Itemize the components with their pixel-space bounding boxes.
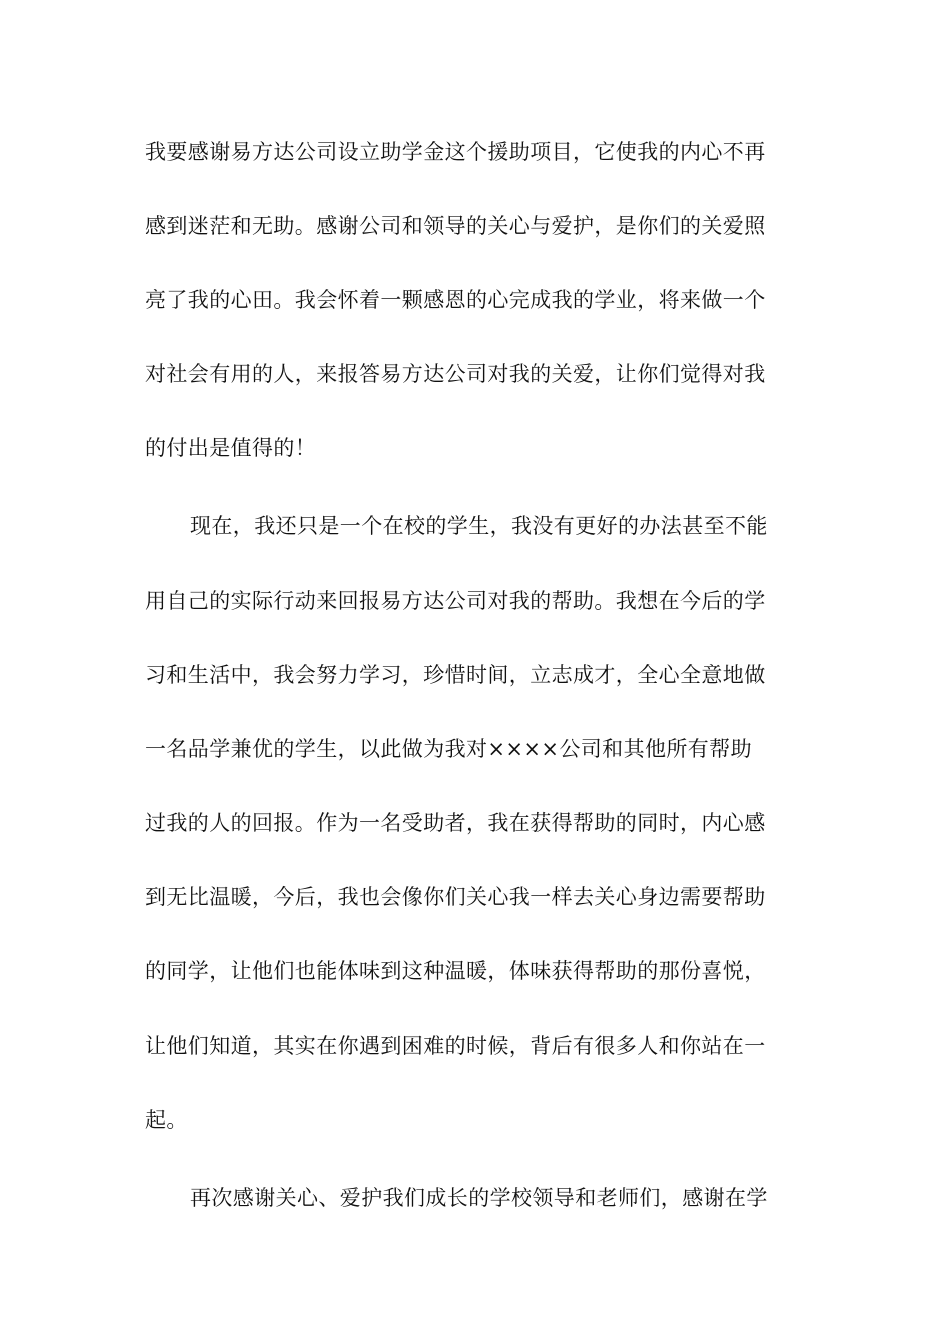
paragraph-first-line: 现在，我还只是一个在校的学生，我没有更好的办法甚至不能	[190, 514, 768, 538]
text-line: 过我的人的回报。作为一名受助者，我在获得帮助的同时，内心感	[145, 811, 766, 835]
text-line: 起。	[145, 1108, 188, 1132]
text-line: 我要感谢易方达公司设立助学金这个援助项目，它使我的内心不再	[145, 140, 766, 164]
text-line: 用自己的实际行动来回报易方达公司对我的帮助。我想在今后的学	[145, 589, 766, 613]
paragraph-first-line: 再次感谢关心、爱护我们成长的学校领导和老师们，感谢在学	[190, 1186, 768, 1210]
text-line: 的付出是值得的！	[145, 436, 317, 460]
text-line: 到无比温暖，今后，我也会像你们关心我一样去关心身边需要帮助	[145, 885, 766, 909]
text-line: 的同学，让他们也能体味到这种温暖，体味获得帮助的那份喜悦，	[145, 959, 766, 983]
text-line: 对社会有用的人，来报答易方达公司对我的关爱，让你们觉得对我	[145, 362, 766, 386]
text-line: 亮了我的心田。我会怀着一颗感恩的心完成我的学业，将来做一个	[145, 288, 766, 312]
text-line: 习和生活中，我会努力学习，珍惜时间，立志成才，全心全意地做	[145, 663, 766, 687]
text-line: 感到迷茫和无助。感谢公司和领导的关心与爱护，是你们的关爱照	[145, 214, 766, 238]
text-line: 一名品学兼优的学生，以此做为我对××××公司和其他所有帮助	[145, 737, 752, 761]
text-line: 让他们知道，其实在你遇到困难的时候，背后有很多人和你站在一	[145, 1034, 766, 1058]
